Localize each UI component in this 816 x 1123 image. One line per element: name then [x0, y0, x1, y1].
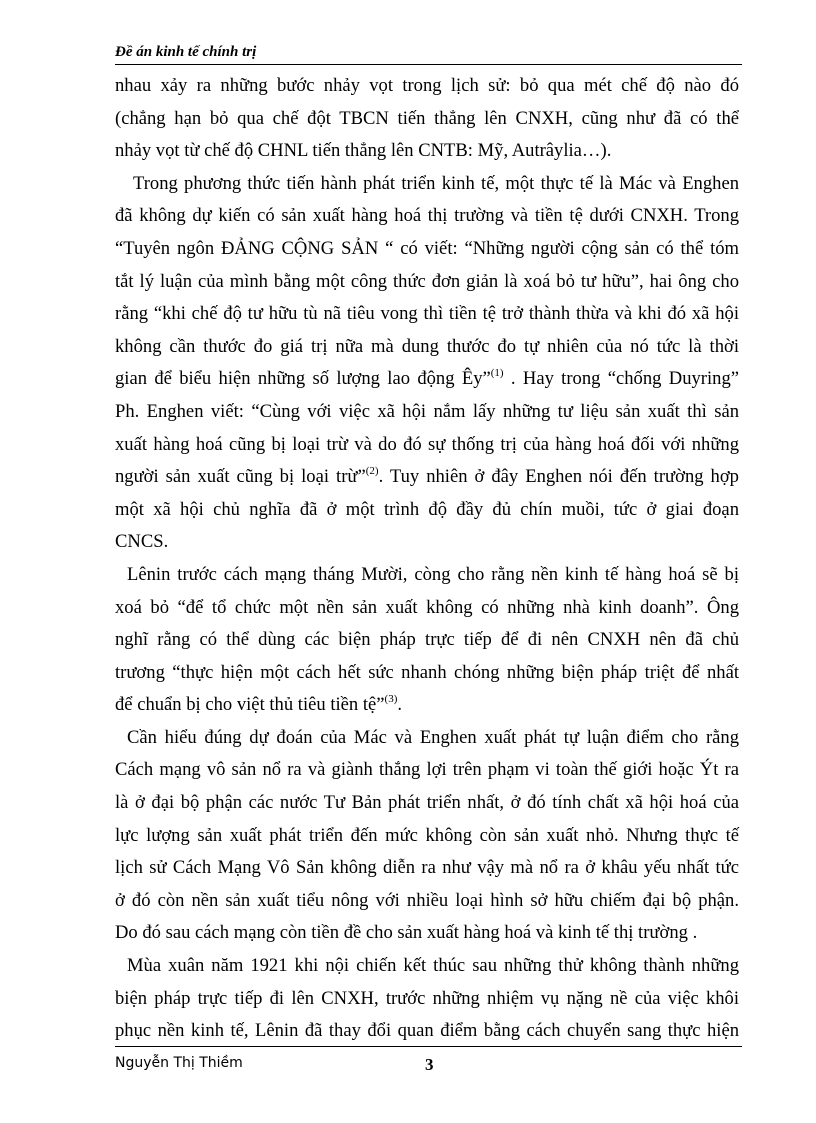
- text-line: nghĩ rằng có thể dùng các biện pháp trực tiếp để đi nên CNXH nên đã chủ: [115, 629, 739, 651]
- footer-author: Nguyễn Thị Thiềm: [115, 1055, 243, 1071]
- text-line: nhau xảy ra những bước nhảy vọt trong lịch sử: bỏ qua mét chế độ nào đó: [115, 75, 739, 96]
- text-line-with-footnote: [115, 363, 739, 396]
- text-line-with-footnote: [115, 689, 739, 722]
- text-line: rằng “khi chế độ tư hữu tù nã tiêu vong thì tiền tệ trở thành thừa và khi đó xã hội: [115, 303, 739, 325]
- footnote-ref-3: (3): [384, 693, 398, 706]
- text-segment: để chuẩn bị cho việt thủ tiêu tiền tệ”: [115, 694, 385, 716]
- text-line: nhảy vọt từ chế độ CHNL tiến thẳng lên CNTB: Mỹ, Autrâylia…).: [115, 140, 612, 162]
- text-line: Do đó sau cách mạng còn tiền đề cho sản xuất hàng hoá và kinh tế thị trường .: [115, 922, 698, 944]
- text-line: là ở đại bộ phận các nước Tư Bản phát triển nhất, ở đó tính chất xã hội hoá của: [115, 792, 739, 814]
- text-segment: .: [397, 694, 403, 716]
- text-line: Mùa xuân năm 1921 khi nội chiến kết thúc sau những thử không thành những: [127, 955, 739, 977]
- header-divider: [115, 64, 742, 65]
- text-line: “Tuyên ngôn ĐẢNG CỘNG SẢN “ có viết: “Những người cộng sản có thể tóm: [115, 237, 739, 259]
- text-line: Trong phương thức tiến hành phát triển kinh tế, một thực tế là Mác và Enghen: [133, 172, 739, 194]
- text-line: phục nền kinh tế, Lênin đã thay đổi quan điểm bằng cách chuyển sang thực hiện: [115, 1020, 739, 1042]
- text-line: xoá bỏ “để tổ chức một nền sản xuất không có những nhà kinh doanh”. Ông: [115, 596, 739, 618]
- text-line: ở đó còn nền sản xuất tiểu nông với nhiều loại hình sở hữu chiếm đại bộ phận.: [115, 889, 739, 911]
- footer-divider: [115, 1046, 742, 1047]
- page-header-title: Đề án kinh tế chính trị: [115, 44, 257, 60]
- text-line: một xã hội chủ nghĩa đã ở một trình độ đầy đủ chín muồi, tức ở giai đoạn: [115, 498, 739, 520]
- footnote-ref-1: (1): [490, 367, 504, 380]
- text-segment: . Hay trong “chống Duyring”: [503, 368, 739, 390]
- text-line: Ph. Enghen viết: “Cùng với việc xã hội nắm lấy những tư liệu sản xuất thì sản: [115, 400, 739, 422]
- text-line-with-footnote: [115, 461, 739, 494]
- text-line: biện pháp trực tiếp đi lên CNXH, trước những nhiệm vụ nặng nề của việc khôi: [115, 987, 739, 1009]
- text-line: (chẳng hạn bỏ qua chế đột TBCN tiến thẳng lên CNXH, cũng như đã có thể: [115, 107, 739, 129]
- document-body: [115, 70, 739, 1048]
- text-segment: gian để biểu hiện những số lượng lao động Êy”: [115, 368, 491, 390]
- text-line: trương “thực hiện một cách hết sức nhanh chóng những biện pháp triệt để nhất: [115, 661, 739, 683]
- text-line: lực lượng sản xuất phát triển đến mức không còn sản xuất nhỏ. Nhưng thực tế: [115, 824, 739, 846]
- text-line: đã không dự kiến có sản xuất hàng hoá thị trường và tiền tệ dưới CNXH. Trong: [115, 205, 739, 227]
- text-line: tắt lý luận của mình bằng một công thức đơn giản là xoá bỏ tư hữu”, hai ông cho: [115, 270, 739, 292]
- page-number: 3: [425, 1055, 434, 1074]
- text-segment: người sản xuất cũng bị loại trừ”: [115, 466, 366, 488]
- text-line: Lênin trước cách mạng tháng Mười, còng cho rằng nền kinh tế hàng hoá sẽ bị: [127, 563, 739, 585]
- footnote-ref-2: (2): [365, 465, 379, 478]
- text-line: CNCS.: [115, 531, 169, 553]
- text-segment: . Tuy nhiên ở đây Enghen nói đến trường hợp: [378, 466, 739, 488]
- text-line: không cần thước đo giá trị nữa mà dung thước đo tự nhiên của nó tức là thời: [115, 335, 739, 357]
- text-line: lịch sử Cách Mạng Vô Sản không diễn ra như vậy mà nổ ra ở khâu yếu nhất tức: [115, 857, 739, 879]
- text-line: Cần hiểu đúng dự đoán của Mác và Enghen xuất phát tự luận điểm cho rằng: [127, 726, 739, 748]
- text-line: xuất hàng hoá cũng bị loại trừ và do đó sự thống trị của hàng hoá đối với những: [115, 433, 739, 455]
- text-line: Cách mạng vô sản nổ ra và giành thắng lợi trên phạm vi toàn thế giới hoặc Ýt ra: [115, 759, 739, 781]
